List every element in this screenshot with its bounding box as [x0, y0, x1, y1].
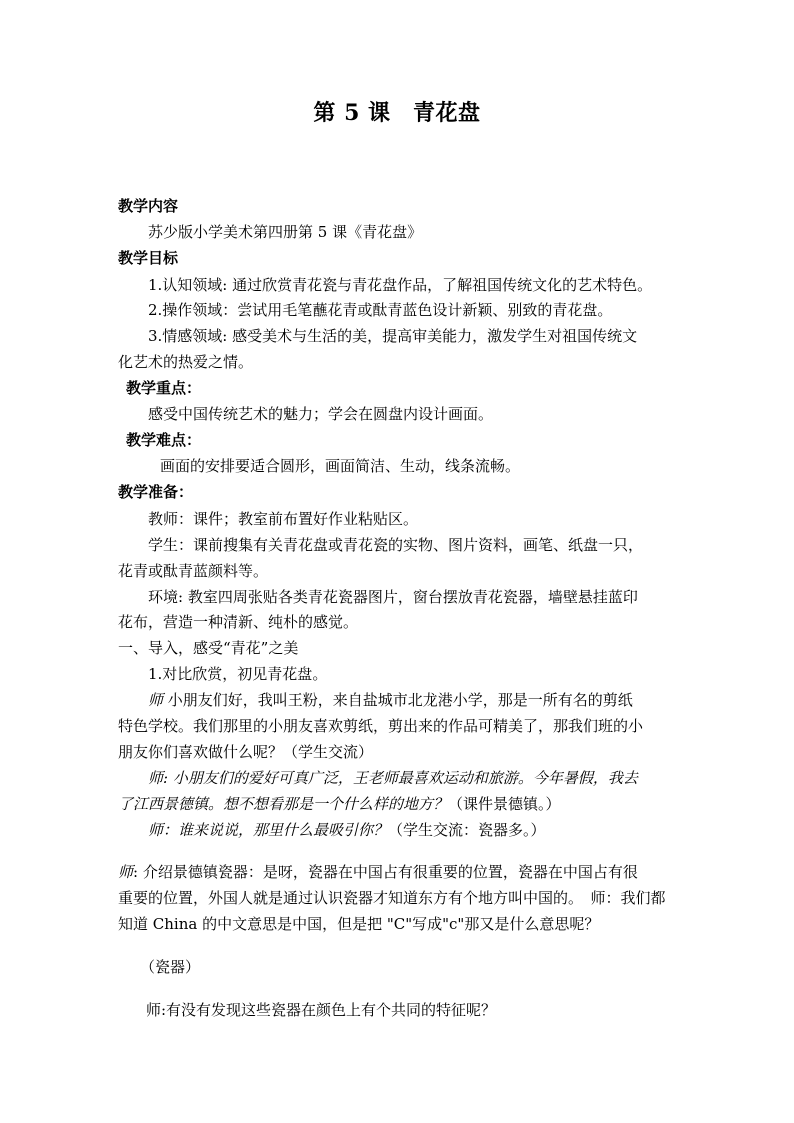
- section-1-heading: 一、导入，感受“青花”之美: [118, 639, 299, 657]
- answer-text: （瓷器）: [140, 958, 201, 976]
- goal-item-1: 1.认知领域: 通过欣赏青花瓷与青花盘作品，了解祖国传统文化的艺术特色。: [148, 276, 653, 294]
- dialogue-2-line-2: [118, 792, 561, 816]
- teacher-label: 师: [148, 691, 164, 709]
- dialogue-2-line-1: 师: 小朋友们的爱好可真广泛，王老师最喜欢运动和旅游。今年暑假，我去: [148, 769, 638, 787]
- goal-item-2: 2.操作领域：尝试用毛笔蘸花青或酞青蓝色设计新颖、别致的青花盘。: [148, 301, 613, 319]
- dialogue-3-italic-text: 师：谁来说说，那里什么最吸引你？: [148, 821, 389, 839]
- content-text: 苏少版小学美术第四册第 5 课《青花盘》: [148, 223, 423, 241]
- dialogue-3-note: （学生交流：瓷器多。）: [388, 821, 546, 839]
- dialogue-2-italic-text: 了江西景德镇。想不想看那是一个什么样的地方？: [118, 795, 449, 813]
- dialogue-1-line-2: 特色学校。我们那里的小朋友喜欢剪纸，剪出来的作品可精美了，那我们班的小: [118, 717, 644, 735]
- preparation-teacher: 教师：课件；教室前布置好作业粘贴区。: [148, 510, 419, 528]
- key-points-heading: 教学重点：: [126, 379, 202, 397]
- dialogue-4-text: : 介绍景德镇瓷器：是呀，瓷器在中国占有很重要的位置，瓷器在中国占有很: [133, 863, 638, 881]
- question-text: 师:有没有发现这些瓷器在颜色上有个共同的特征呢？: [146, 1001, 497, 1019]
- difficulties-text: 画面的安排要适合圆形，画面简洁、生动，线条流畅。: [160, 457, 521, 475]
- dialogue-4-line-2: 重要的位置，外国人就是通过认识瓷器才知道东方有个地方叫中国的。 师：我们都: [118, 889, 666, 907]
- teacher-label: 师: [118, 863, 134, 881]
- content-heading: 教学内容: [118, 197, 179, 215]
- dialogue-4-line-3: 知道 China 的中文意思是中国，但是把 "C"写成"c"那又是什么意思呢？: [118, 915, 600, 933]
- dialogue-4-line-1: [118, 860, 638, 884]
- goal-item-3-line-1: 3.情感领域: 感受美术与生活的美，提高审美能力，激发学生对祖国传统文: [148, 327, 638, 345]
- preparation-environment-line-2: 花布，营造一种清新、纯朴的感觉。: [118, 613, 359, 631]
- difficulties-heading: 教学难点：: [126, 431, 202, 449]
- dialogue-2-note: （课件景德镇。）: [448, 795, 561, 813]
- dialogue-1-text: 小朋友们好，我叫王粉，来自盐城市北龙港小学，那是一所有名的剪纸: [167, 691, 633, 709]
- preparation-student-line-1: 学生：课前搜集有关青花盘或青花瓷的实物、图片资料，画笔、纸盘一只，: [148, 536, 644, 554]
- page-title: 第 5 课 青花盘: [313, 100, 481, 126]
- section-1-subheading: 1.对比欣赏，初见青花盘。: [148, 665, 328, 683]
- preparation-student-line-2: 花青或酞青蓝颜料等。: [118, 562, 269, 580]
- preparation-environment-line-1: 环境: 教室四周张贴各类青花瓷器图片，窗台摆放青花瓷器，墙壁悬挂蓝印: [148, 588, 638, 606]
- dialogue-1-line-3: 朋友你们喜欢做什么呢？（学生交流）: [118, 743, 374, 761]
- preparation-heading: 教学准备：: [118, 483, 194, 501]
- goals-heading: 教学目标: [118, 249, 179, 267]
- key-points-text: 感受中国传统艺术的魅力；学会在圆盘内设计画面。: [148, 405, 494, 423]
- dialogue-3: [148, 818, 546, 842]
- dialogue-1-line-1: [148, 688, 633, 712]
- goal-item-3-line-2: 化艺术的热爱之情。: [118, 353, 254, 371]
